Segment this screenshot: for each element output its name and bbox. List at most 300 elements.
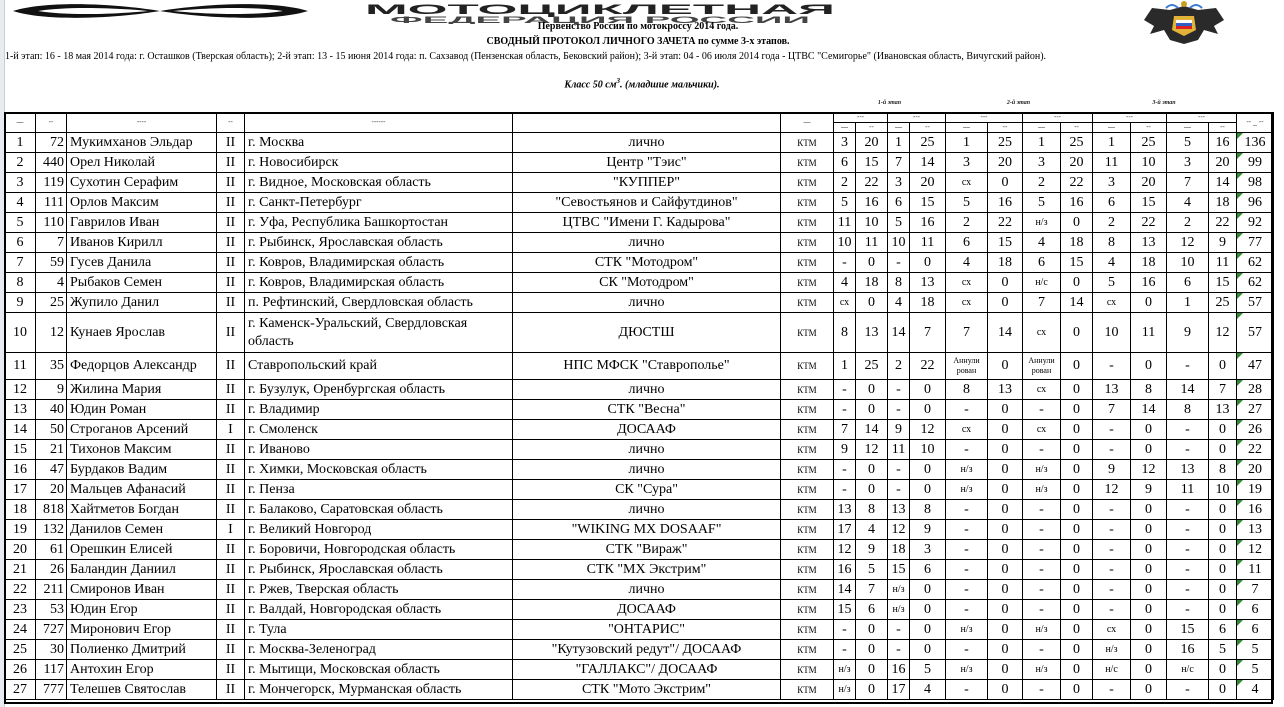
cell-race-place: - bbox=[1167, 420, 1209, 440]
cell-number: 47 bbox=[36, 460, 67, 480]
cell-race-points: 6 bbox=[1209, 620, 1237, 640]
cell-race-place: - bbox=[946, 520, 988, 540]
cell-race-points: 14 bbox=[988, 313, 1023, 353]
cell-total: 16 bbox=[1237, 500, 1274, 520]
cell-race-place: 9 bbox=[834, 440, 856, 460]
table-row bbox=[5, 440, 1274, 460]
cell-total: 12 bbox=[1237, 540, 1274, 560]
header-race-5: --- bbox=[1093, 113, 1167, 123]
cell-race-points: 0 bbox=[1131, 620, 1167, 640]
cell-total: 98 bbox=[1237, 173, 1274, 193]
cell-city: г. Санкт-Петербург bbox=[245, 193, 513, 213]
header-race-points: -- bbox=[988, 123, 1023, 133]
cell-race-place: 7 bbox=[1023, 293, 1061, 313]
cell-race-place: н/з bbox=[888, 600, 910, 620]
cell-race-place: н/з bbox=[1023, 480, 1061, 500]
cell-race-points: 8 bbox=[1209, 460, 1237, 480]
cell-rank: II bbox=[217, 293, 245, 313]
cell-team: "Севостьянов и Сайфутдинов" bbox=[513, 193, 781, 213]
cell-race-place: 15 bbox=[1167, 620, 1209, 640]
header-race-4: --- bbox=[1023, 113, 1093, 123]
cell-moto: КТМ bbox=[781, 133, 834, 153]
cell-race-place: 6 bbox=[1167, 273, 1209, 293]
cell-race-points: 22 bbox=[1061, 173, 1093, 193]
cell-place: 11 bbox=[5, 353, 36, 380]
cell-race-place: 1 bbox=[1093, 133, 1131, 153]
cell-place: 23 bbox=[5, 600, 36, 620]
cell-city: г. Смоленск bbox=[245, 420, 513, 440]
cell-rank: II bbox=[217, 173, 245, 193]
cell-total: 19 bbox=[1237, 480, 1274, 500]
table-row bbox=[5, 273, 1274, 293]
header-moto: — bbox=[781, 113, 834, 133]
cell-race-points: 0 bbox=[1209, 353, 1237, 380]
cell-race-place: - bbox=[1167, 540, 1209, 560]
cell-race-points: 18 bbox=[856, 273, 888, 293]
cell-race-place: - bbox=[946, 440, 988, 460]
cell-race-points: 0 bbox=[1131, 353, 1167, 380]
cell-race-place: - bbox=[1167, 600, 1209, 620]
cell-race-points: 3 bbox=[910, 540, 946, 560]
cell-race-place: 5 bbox=[946, 193, 988, 213]
cell-race-place: - bbox=[1093, 500, 1131, 520]
cell-race-place: 3 bbox=[1167, 153, 1209, 173]
cell-rank: II bbox=[217, 253, 245, 273]
class-label bbox=[0, 77, 1284, 90]
cell-race-place: 14 bbox=[834, 580, 856, 600]
cell-race-place: сх bbox=[946, 273, 988, 293]
class-label-text: Класс 50 см bbox=[564, 79, 617, 91]
cell-name: Хайтметов Богдан bbox=[67, 500, 217, 520]
cell-race-points: 0 bbox=[988, 540, 1023, 560]
header-row-1 bbox=[5, 113, 1274, 123]
cell-race-place: 13 bbox=[1167, 460, 1209, 480]
cell-race-place: 2 bbox=[1023, 173, 1061, 193]
cell-moto: КТМ bbox=[781, 480, 834, 500]
cell-moto: КТМ bbox=[781, 680, 834, 700]
cell-race-place: - bbox=[888, 400, 910, 420]
cell-rank: II bbox=[217, 600, 245, 620]
cell-race-place: 2 bbox=[834, 173, 856, 193]
cell-race-points: 0 bbox=[988, 640, 1023, 660]
cell-total: 77 bbox=[1237, 233, 1274, 253]
cell-team: НПС МФСК "Ставрополье" bbox=[513, 353, 781, 380]
cell-race-points: 0 bbox=[1209, 580, 1237, 600]
cell-race-points: 0 bbox=[910, 600, 946, 620]
cell-race-points: 25 bbox=[910, 133, 946, 153]
cell-total: 20 bbox=[1237, 460, 1274, 480]
cell-race-place: н/з bbox=[1023, 660, 1061, 680]
cell-number: 12 bbox=[36, 313, 67, 353]
cell-race-place: н/з bbox=[946, 480, 988, 500]
cell-race-place: - bbox=[946, 600, 988, 620]
cell-moto: КТМ bbox=[781, 540, 834, 560]
cell-race-place: 6 bbox=[946, 233, 988, 253]
table-row bbox=[5, 400, 1274, 420]
cell-total: 27 bbox=[1237, 400, 1274, 420]
table-row bbox=[5, 173, 1274, 193]
cell-race-points: 20 bbox=[856, 133, 888, 153]
cell-city: г. Пенза bbox=[245, 480, 513, 500]
header-rank: -- bbox=[217, 113, 245, 133]
cell-race-points: 0 bbox=[856, 253, 888, 273]
cell-race-points: 12 bbox=[1209, 313, 1237, 353]
cell-total: 47 bbox=[1237, 353, 1274, 380]
cell-race-place: - bbox=[888, 380, 910, 400]
header-team bbox=[513, 113, 781, 133]
cell-team: СТК "Мотодром" bbox=[513, 253, 781, 273]
cell-race-points: 0 bbox=[1209, 560, 1237, 580]
cell-total: 92 bbox=[1237, 213, 1274, 233]
table-row bbox=[5, 680, 1274, 700]
cell-race-points: 11 bbox=[910, 233, 946, 253]
cell-race-points: 0 bbox=[910, 400, 946, 420]
table-row bbox=[5, 640, 1274, 660]
cell-race-place: 10 bbox=[1093, 313, 1131, 353]
header-race-points: -- bbox=[910, 123, 946, 133]
cell-race-place: - bbox=[1023, 520, 1061, 540]
cell-team: СК "Сура" bbox=[513, 480, 781, 500]
cell-place: 24 bbox=[5, 620, 36, 640]
cell-race-points: 22 bbox=[910, 353, 946, 380]
cell-moto: КТМ bbox=[781, 253, 834, 273]
cell-number: 25 bbox=[36, 293, 67, 313]
table-row bbox=[5, 133, 1274, 153]
table-row bbox=[5, 253, 1274, 273]
cell-race-place: 7 bbox=[1093, 400, 1131, 420]
cell-race-points: 6 bbox=[910, 560, 946, 580]
cell-race-points: 18 bbox=[1131, 253, 1167, 273]
cell-race-place: сх bbox=[1023, 380, 1061, 400]
cell-race-place: сх bbox=[946, 173, 988, 193]
cell-race-place: - bbox=[1167, 353, 1209, 380]
cell-team: СК "Мотодром" bbox=[513, 273, 781, 293]
cell-rank: II bbox=[217, 680, 245, 700]
cell-race-points: 0 bbox=[1061, 480, 1093, 500]
cell-number: 777 bbox=[36, 680, 67, 700]
cell-race-points: 0 bbox=[1061, 580, 1093, 600]
cell-team: лично bbox=[513, 380, 781, 400]
cell-race-place: - bbox=[946, 540, 988, 560]
cell-race-place: - bbox=[1023, 580, 1061, 600]
cell-race-points: 20 bbox=[1061, 153, 1093, 173]
cell-rank: II bbox=[217, 153, 245, 173]
cell-race-points: 0 bbox=[1061, 273, 1093, 293]
cell-name: Баландин Даниил bbox=[67, 560, 217, 580]
cell-race-place: - bbox=[1093, 520, 1131, 540]
cell-race-points: 14 bbox=[910, 153, 946, 173]
cell-name: Рыбаков Семен bbox=[67, 273, 217, 293]
header-race-place: — bbox=[1093, 123, 1131, 133]
header-race-place: — bbox=[834, 123, 856, 133]
cell-race-points: 15 bbox=[910, 193, 946, 213]
cell-city: Ставропольский край bbox=[245, 353, 513, 380]
cell-city: г. Балаково, Саратовская область bbox=[245, 500, 513, 520]
cell-race-place: 12 bbox=[1093, 480, 1131, 500]
cell-race-points: 16 bbox=[1131, 273, 1167, 293]
cell-moto: КТМ bbox=[781, 440, 834, 460]
cell-moto: КТМ bbox=[781, 620, 834, 640]
cell-race-place: 13 bbox=[834, 500, 856, 520]
cell-moto: КТМ bbox=[781, 313, 834, 353]
cell-rank: II bbox=[217, 540, 245, 560]
cell-race-points: 12 bbox=[910, 420, 946, 440]
cell-race-place: - bbox=[1093, 600, 1131, 620]
table-row bbox=[5, 500, 1274, 520]
title-line2: СВОДНЫЙ ПРОТОКОЛ ЛИЧНОГО ЗАЧЕТА по сумме 3-х этапов. bbox=[486, 36, 790, 47]
cell-city: г. Москва bbox=[245, 133, 513, 153]
cell-race-place: 3 bbox=[1093, 173, 1131, 193]
cell-total: 13 bbox=[1237, 520, 1274, 540]
cell-race-points: 18 bbox=[1061, 233, 1093, 253]
cell-moto: КТМ bbox=[781, 520, 834, 540]
cell-name: Гусев Данила bbox=[67, 253, 217, 273]
cell-number: 727 bbox=[36, 620, 67, 640]
cell-race-points: 11 bbox=[856, 233, 888, 253]
cell-race-points: 5 bbox=[1209, 640, 1237, 660]
cell-race-points: 8 bbox=[856, 500, 888, 520]
table-row bbox=[5, 193, 1274, 213]
cell-place: 27 bbox=[5, 680, 36, 700]
table-row bbox=[5, 213, 1274, 233]
cell-race-points: 0 bbox=[988, 353, 1023, 380]
stage-label-2: 2-й этап bbox=[1006, 100, 1031, 106]
cell-race-points: 0 bbox=[856, 460, 888, 480]
cell-number: 111 bbox=[36, 193, 67, 213]
header-race-2: --- bbox=[888, 113, 946, 123]
cell-number: 818 bbox=[36, 500, 67, 520]
cell-race-points: 9 bbox=[856, 540, 888, 560]
cell-race-points: 20 bbox=[1131, 173, 1167, 193]
cell-race-place: - bbox=[1093, 420, 1131, 440]
cell-race-place: 16 bbox=[834, 560, 856, 580]
cell-city: г. Тула bbox=[245, 620, 513, 640]
cell-moto: КТМ bbox=[781, 640, 834, 660]
cell-race-points: 14 bbox=[1209, 173, 1237, 193]
cell-team: лично bbox=[513, 293, 781, 313]
cell-rank: II bbox=[217, 400, 245, 420]
cell-race-points: 10 bbox=[856, 213, 888, 233]
cell-total: 136 bbox=[1237, 133, 1274, 153]
cell-race-points: 0 bbox=[1131, 680, 1167, 700]
cell-race-points: 0 bbox=[910, 480, 946, 500]
cell-rank: II bbox=[217, 640, 245, 660]
cell-race-place: - bbox=[1167, 440, 1209, 460]
cell-race-place: н/с bbox=[1023, 273, 1061, 293]
cell-race-points: 0 bbox=[1131, 540, 1167, 560]
table-row bbox=[5, 480, 1274, 500]
cell-race-place: 6 bbox=[1093, 193, 1131, 213]
cell-race-place: 13 bbox=[1093, 380, 1131, 400]
cell-race-points: 7 bbox=[910, 313, 946, 353]
cell-moto: КТМ bbox=[781, 600, 834, 620]
cell-race-points: 0 bbox=[1061, 380, 1093, 400]
cell-race-points: 8 bbox=[1131, 380, 1167, 400]
cell-rank: II bbox=[217, 500, 245, 520]
cell-city: г. Ковров, Владимирская область bbox=[245, 273, 513, 293]
cell-name: Антохин Егор bbox=[67, 660, 217, 680]
cell-race-place: - bbox=[1023, 400, 1061, 420]
table-row bbox=[5, 540, 1274, 560]
cell-rank: II bbox=[217, 233, 245, 253]
cell-team: ДОСААФ bbox=[513, 600, 781, 620]
cell-race-place: - bbox=[888, 253, 910, 273]
cell-race-points: 18 bbox=[910, 293, 946, 313]
cell-race-place: 5 bbox=[1023, 193, 1061, 213]
cell-moto: КТМ bbox=[781, 400, 834, 420]
cell-race-place: 7 bbox=[888, 153, 910, 173]
cell-race-points: 0 bbox=[1131, 640, 1167, 660]
cell-place: 19 bbox=[5, 520, 36, 540]
results-table bbox=[4, 112, 1274, 700]
cell-race-points: 0 bbox=[1061, 420, 1093, 440]
cell-team: ЦТВС "Имени Г. Кадырова" bbox=[513, 213, 781, 233]
table-row bbox=[5, 560, 1274, 580]
cell-moto: КТМ bbox=[781, 153, 834, 173]
cell-race-points: 14 bbox=[1061, 293, 1093, 313]
cell-number: 53 bbox=[36, 600, 67, 620]
cell-race-place: 12 bbox=[834, 540, 856, 560]
cell-race-place: - bbox=[1023, 500, 1061, 520]
header-name: ---- bbox=[67, 113, 217, 133]
cell-race-place: - bbox=[834, 380, 856, 400]
cell-race-place: 5 bbox=[1167, 133, 1209, 153]
cell-city: г. Боровичи, Новгородская область bbox=[245, 540, 513, 560]
cell-place: 18 bbox=[5, 500, 36, 520]
cell-race-place: 7 bbox=[946, 313, 988, 353]
cell-race-place: - bbox=[946, 640, 988, 660]
cell-race-points: 16 bbox=[1209, 133, 1237, 153]
cell-race-place: 5 bbox=[1093, 273, 1131, 293]
cell-race-place: 9 bbox=[1093, 460, 1131, 480]
cell-race-points: 18 bbox=[988, 253, 1023, 273]
cell-rank: II bbox=[217, 580, 245, 600]
cell-name: Строганов Арсений bbox=[67, 420, 217, 440]
cell-race-place: - bbox=[1023, 600, 1061, 620]
cell-race-place: 18 bbox=[888, 540, 910, 560]
cell-race-place: - bbox=[1093, 560, 1131, 580]
cell-race-place: - bbox=[1023, 540, 1061, 560]
cell-race-points: 22 bbox=[856, 173, 888, 193]
cell-race-place: 10 bbox=[1167, 253, 1209, 273]
cell-race-place: 17 bbox=[834, 520, 856, 540]
cell-race-place: сх bbox=[1023, 420, 1061, 440]
cell-place: 3 bbox=[5, 173, 36, 193]
cell-race-place: - bbox=[946, 580, 988, 600]
cell-name: Полиенко Дмитрий bbox=[67, 640, 217, 660]
cell-rank: II bbox=[217, 133, 245, 153]
cell-race-place: - bbox=[834, 460, 856, 480]
cell-race-points: 25 bbox=[988, 133, 1023, 153]
cell-place: 2 bbox=[5, 153, 36, 173]
cell-race-place: 17 bbox=[888, 680, 910, 700]
cell-race-place: н/з bbox=[834, 680, 856, 700]
cell-city: г. Новосибирск bbox=[245, 153, 513, 173]
cell-race-points: 22 bbox=[1209, 213, 1237, 233]
federation-logo-icon bbox=[8, 2, 313, 20]
cell-place: 13 bbox=[5, 400, 36, 420]
cell-rank: II bbox=[217, 380, 245, 400]
cell-race-points: 0 bbox=[856, 400, 888, 420]
cell-number: 117 bbox=[36, 660, 67, 680]
cell-race-place: сх bbox=[946, 293, 988, 313]
cell-total: 62 bbox=[1237, 273, 1274, 293]
cell-race-place: 9 bbox=[1167, 313, 1209, 353]
cell-team: "КУППЕР" bbox=[513, 173, 781, 193]
cell-race-place: сх bbox=[946, 420, 988, 440]
cell-race-place: н/з bbox=[946, 620, 988, 640]
cell-place: 17 bbox=[5, 480, 36, 500]
cell-place: 25 bbox=[5, 640, 36, 660]
cell-race-points: 9 bbox=[910, 520, 946, 540]
cell-number: 440 bbox=[36, 153, 67, 173]
cell-name: Телешев Святослав bbox=[67, 680, 217, 700]
cell-moto: КТМ bbox=[781, 380, 834, 400]
cell-race-points: 25 bbox=[1131, 133, 1167, 153]
cell-race-place: - bbox=[834, 640, 856, 660]
header-place: — bbox=[5, 113, 36, 133]
cell-race-points: 0 bbox=[988, 560, 1023, 580]
cell-race-place: н/с bbox=[1093, 660, 1131, 680]
cell-number: 132 bbox=[36, 520, 67, 540]
cell-race-points: 9 bbox=[1209, 233, 1237, 253]
cell-race-place: 14 bbox=[888, 313, 910, 353]
cell-race-points: 14 bbox=[1131, 400, 1167, 420]
cell-race-place: 2 bbox=[888, 353, 910, 380]
cell-race-place: - bbox=[1023, 680, 1061, 700]
cell-number: 59 bbox=[36, 253, 67, 273]
cell-city: г. Уфа, Республика Башкортостан bbox=[245, 213, 513, 233]
cell-race-place: 3 bbox=[888, 173, 910, 193]
cell-moto: КТМ bbox=[781, 213, 834, 233]
cell-race-place: 11 bbox=[834, 213, 856, 233]
cell-team: СТК "МХ Экстрим" bbox=[513, 560, 781, 580]
cell-moto: КТМ bbox=[781, 580, 834, 600]
cell-team: "ГАЛЛАКС"/ ДОСААФ bbox=[513, 660, 781, 680]
cell-moto: КТМ bbox=[781, 500, 834, 520]
stage-label-1: 1-й этап bbox=[877, 100, 902, 106]
cell-name: Жилина Мария bbox=[67, 380, 217, 400]
cell-race-place: - bbox=[888, 640, 910, 660]
title-line1: Первенство России по мотокроссу 2014 года. bbox=[537, 21, 739, 32]
cell-city: г. Ржев, Тверская область bbox=[245, 580, 513, 600]
cell-total: 62 bbox=[1237, 253, 1274, 273]
cell-race-points: 20 bbox=[988, 153, 1023, 173]
cell-race-place: 6 bbox=[888, 193, 910, 213]
cell-team: лично bbox=[513, 233, 781, 253]
cell-moto: КТМ bbox=[781, 293, 834, 313]
cell-race-points: 22 bbox=[1131, 213, 1167, 233]
cell-rank: II bbox=[217, 193, 245, 213]
cell-race-place: - bbox=[1023, 440, 1061, 460]
cell-race-place: - bbox=[946, 500, 988, 520]
cell-race-place: - bbox=[888, 620, 910, 640]
cell-race-place: - bbox=[1093, 540, 1131, 560]
cell-race-place: 4 bbox=[946, 253, 988, 273]
cell-race-place: - bbox=[1167, 520, 1209, 540]
cell-total: 5 bbox=[1237, 660, 1274, 680]
cell-race-points: 4 bbox=[910, 680, 946, 700]
cell-city: г. Валдай, Новгородская область bbox=[245, 600, 513, 620]
cell-team: СТК "Весна" bbox=[513, 400, 781, 420]
cell-team: "ОНТАРИС" bbox=[513, 620, 781, 640]
cell-rank: II bbox=[217, 440, 245, 460]
cell-race-place: 4 bbox=[888, 293, 910, 313]
table-row bbox=[5, 460, 1274, 480]
cell-place: 7 bbox=[5, 253, 36, 273]
cell-race-points: 0 bbox=[1061, 213, 1093, 233]
federation-name-line1: МОТОЦИКЛЕТНАЯ bbox=[365, 2, 835, 17]
